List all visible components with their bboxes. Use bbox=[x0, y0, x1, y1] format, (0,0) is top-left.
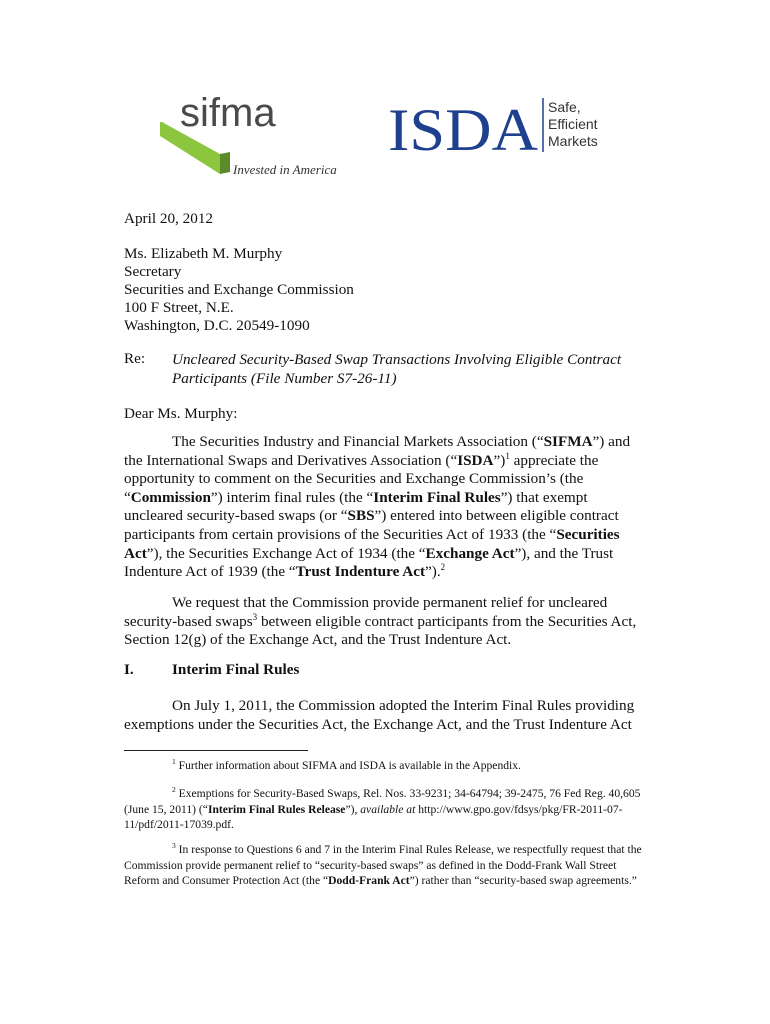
isda-logo-wordmark: ISDA bbox=[388, 97, 538, 162]
re-subject bbox=[172, 350, 642, 388]
footnote-2-url: http://www.gpo.gov/fdsys/pkg/FR-2011-07-11/pdf/2011-17039.pdf. bbox=[124, 802, 623, 832]
re-subject-line-1: Uncleared Security-Based Swap Transactions Involving Eligible Contract bbox=[172, 351, 622, 368]
para1-text: ”) interim final rules (the “ bbox=[210, 488, 374, 506]
paragraph-request bbox=[124, 594, 644, 650]
para1-text: ”) and the International Swaps and Derivatives Association (“ bbox=[124, 433, 631, 469]
recipient-city: Washington, D.C. 20549-1090 bbox=[124, 317, 310, 334]
para1-text: ”), the Securities Exchange Act of 1934 (the “ bbox=[146, 544, 426, 562]
para1-text: ”), and the Trust Indenture Act of 1939 (the “ bbox=[124, 544, 614, 581]
footnote-ref-1: 1 bbox=[505, 450, 510, 461]
recipient-name: Ms. Elizabeth M. Murphy bbox=[124, 245, 283, 262]
para1-term-exchange-act: Exchange Act bbox=[425, 544, 515, 562]
footnote-2-text: Exemptions for Security-Based Swaps, Rel. Nos. 33-9231; 34-64794; 39-2475, 76 Fed Reg. 40,605 (June 15, 2011) (“ bbox=[124, 787, 641, 816]
footnote-1-number: 1 bbox=[172, 757, 176, 766]
footnote-3-number: 3 bbox=[172, 841, 176, 850]
footnote-2 bbox=[124, 786, 644, 833]
sifma-logo-tagline: Invested in America bbox=[233, 162, 337, 177]
section-title: Interim Final Rules bbox=[172, 661, 300, 678]
paragraph-section1: On July 1, 2011, the Commission adopted the Interim Final Rules providing exemptions under the Securities Act, the Exchange Act, and the Trust Indenture Act bbox=[124, 697, 635, 733]
footnote-3-text: In response to Questions 6 and 7 in the Interim Final Rules Release, we respectfully request that the Commission provide permanent relief to “security-based swaps” as defined in the Dodd-Frank Wall Street Reform and Consumer Protection Act (the “ bbox=[124, 843, 642, 888]
para1-text: The Securities Industry and Financial Markets Association (“ bbox=[172, 433, 544, 450]
footnote-divider bbox=[124, 750, 308, 751]
para1-term-commission: Commission bbox=[130, 488, 211, 506]
letter-date: April 20, 2012 bbox=[124, 210, 214, 227]
para1-term-interim-final-rules: Interim Final Rules bbox=[373, 488, 501, 506]
para1-text: ”) entered into between eligible contract participants from certain provisions of the Securities Act of 1933 (the “ bbox=[124, 507, 619, 543]
isda-logo-tagline-line-1: Safe, bbox=[548, 99, 581, 115]
footnote-3-text: ”) rather than “security-based swap agreements.” bbox=[409, 874, 637, 888]
isda-logo-tagline-line-3: Markets bbox=[548, 133, 598, 149]
recipient-organization: Securities and Exchange Commission bbox=[124, 281, 354, 298]
isda-logo-tagline-line-2: Efficient bbox=[548, 116, 598, 132]
footnote-2-text: ”), bbox=[345, 802, 361, 816]
footnote-2-term: Interim Final Rules Release bbox=[207, 802, 346, 816]
sifma-logo bbox=[160, 92, 360, 182]
para1-term-securities-act: Securities Act bbox=[124, 525, 620, 562]
footnote-1-text: Further information about SIFMA and ISDA is available in the Appendix. bbox=[178, 759, 521, 772]
para1-term-sbs: SBS bbox=[347, 507, 375, 525]
para1-text: appreciate the opportunity to comment on the Securities and Exchange Commission’s (the “ bbox=[124, 451, 599, 506]
recipient-title: Secretary bbox=[124, 263, 182, 280]
footnote-2-italic: available at bbox=[360, 802, 416, 816]
footnote-3 bbox=[124, 842, 644, 889]
footnote-2-number: 2 bbox=[172, 785, 176, 794]
salutation: Dear Ms. Murphy: bbox=[124, 405, 238, 422]
para2-text: between eligible contract participants from the Securities Act, Section 12(g) of the Exchange Act, and the Trust Indenture Act. bbox=[124, 612, 637, 649]
para1-term-isda: ISDA bbox=[457, 451, 494, 469]
footnote-3-term: Dodd-Frank Act bbox=[328, 874, 410, 888]
sifma-logo-green-shadow bbox=[220, 152, 230, 174]
para1-term-sifma: SIFMA bbox=[543, 433, 593, 450]
paragraph-intro bbox=[124, 433, 644, 582]
isda-logo bbox=[388, 92, 618, 162]
para2-text: We request that the Commission provide permanent relief for uncleared security-based swaps bbox=[124, 594, 608, 630]
recipient-street: 100 F Street, N.E. bbox=[124, 299, 234, 316]
footnote-ref-2: 2 bbox=[440, 562, 446, 573]
section-number: I. bbox=[124, 661, 134, 678]
re-subject-line-2: Participants (File Number S7-26-11) bbox=[172, 370, 397, 387]
footnote-ref-3: 3 bbox=[252, 611, 258, 622]
re-label: Re: bbox=[124, 350, 146, 367]
sifma-logo-wordmark: sifma bbox=[180, 92, 276, 135]
para1-text: ”). bbox=[425, 563, 441, 581]
para1-term-trust-indenture-act: Trust Indenture Act bbox=[295, 563, 426, 581]
para1-text: ”) that exempt uncleared security-based swaps (or “ bbox=[124, 488, 588, 525]
para1-text: ”) bbox=[493, 451, 506, 469]
footnote-1 bbox=[124, 758, 644, 774]
